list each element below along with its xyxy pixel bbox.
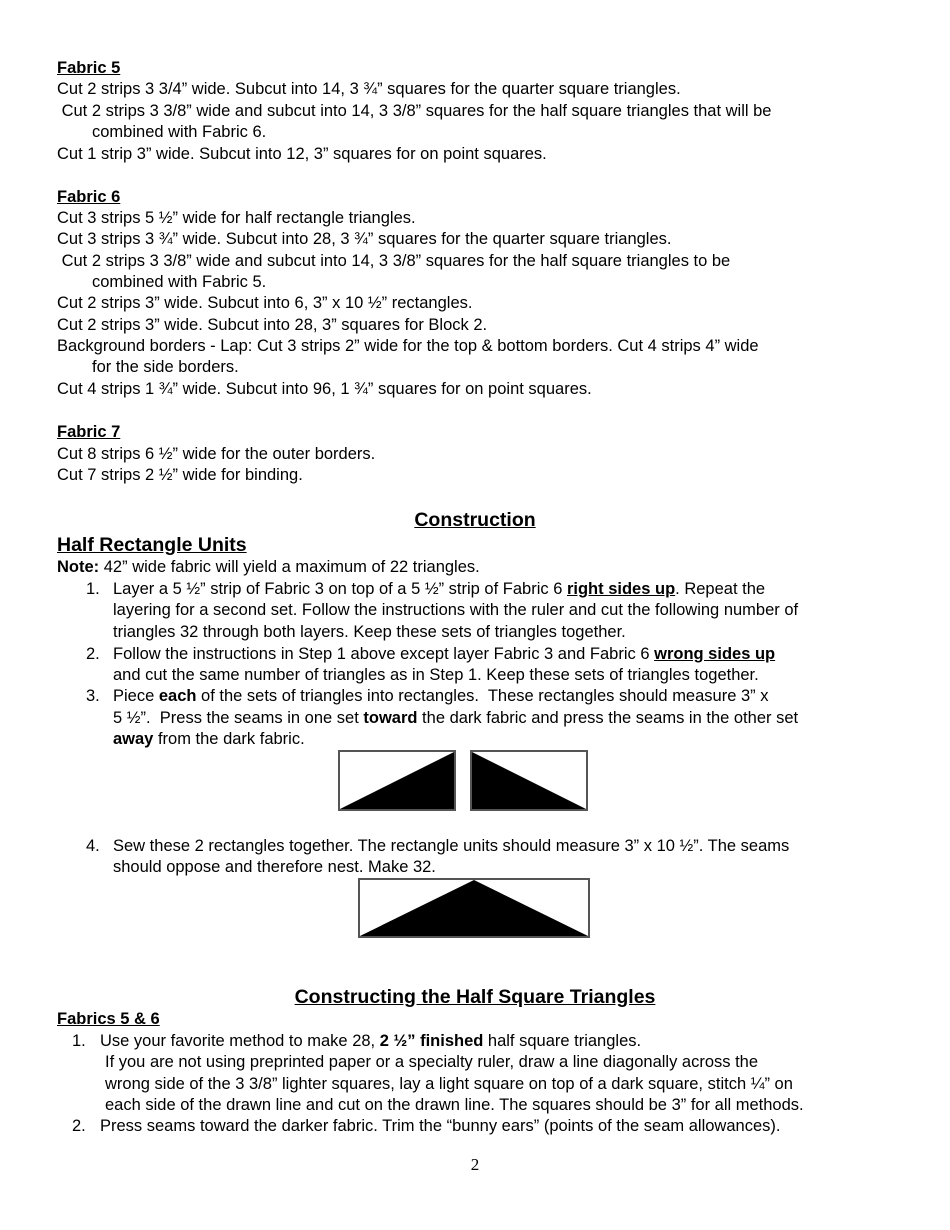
rectangle-unit-diagram xyxy=(357,877,592,940)
step2-text: Follow the instructions in Step 1 above except layer Fabric 3 and Fabric 6 xyxy=(113,645,655,663)
finished-size-bold: 2 ½” finished xyxy=(379,1032,484,1050)
fabric5-heading: Fabric 5 xyxy=(57,59,121,77)
fabric6-heading: Fabric 6 xyxy=(57,188,121,206)
step4-line: Sew these 2 rectangles together. The rectangle units should measure 3” x 10 ½”. The seams xyxy=(113,837,790,855)
fabric5-line: combined with Fabric 6. xyxy=(92,123,267,141)
step1-text: Layer a 5 ½” strip of Fabric 3 on top of a 5 ½” strip of Fabric 6 xyxy=(113,580,567,598)
step3-text: from the dark fabric. xyxy=(153,730,305,748)
hst-step1-text: Use your favorite method to make 28, xyxy=(100,1032,380,1050)
fabric7-heading: Fabric 7 xyxy=(57,423,121,441)
away-bold: away xyxy=(113,730,154,748)
fabric5-line: Cut 1 strip 3” wide. Subcut into 12, 3” squares for on point squares. xyxy=(57,145,547,163)
note-label: Note: xyxy=(57,558,100,576)
fabric6-line: Cut 3 strips 3 ¾” wide. Subcut into 28, 3 ¾” squares for the quarter square triangles. xyxy=(57,230,672,248)
fabric6-line: Cut 2 strips 3 3/8” wide and subcut into 14, 3 3/8” squares for the half square triangles to be xyxy=(57,252,731,270)
step3-text: of the sets of triangles into rectangles. These rectangles should measure 3” x xyxy=(196,687,769,705)
hst-step1-line: each side of the drawn line and cut on the drawn line. The squares should be 3” for all methods. xyxy=(105,1096,804,1114)
hst-title: Constructing the Half Square Triangles xyxy=(294,986,656,1008)
step1-line: layering for a second set. Follow the instructions with the ruler and cut the following number of xyxy=(113,601,799,619)
half-rectangle-left xyxy=(339,751,455,810)
step3-line xyxy=(113,686,768,707)
each-bold: each xyxy=(158,687,197,705)
note-text: 42” wide fabric will yield a maximum of 22 triangles. xyxy=(99,558,480,576)
step4-line: should oppose and therefore nest. Make 32. xyxy=(113,858,436,876)
hst-step1-line xyxy=(100,1031,641,1052)
hst-step1-line: If you are not using preprinted paper or a specialty ruler, draw a line diagonally across the xyxy=(105,1053,759,1071)
step3-text: 5 ½”. Press the seams in one set xyxy=(113,709,364,727)
hst-step2-line: Press seams toward the darker fabric. Trim the “bunny ears” (points of the seam allowances). xyxy=(100,1117,781,1135)
fabric6-line: Background borders - Lap: Cut 3 strips 2” wide for the top & bottom borders. Cut 4 strips 4” wide xyxy=(57,337,759,355)
step-number: 2. xyxy=(72,1117,86,1135)
page-number: 2 xyxy=(470,1155,480,1174)
step2-line: and cut the same number of triangles as in Step 1. Keep these sets of triangles together. xyxy=(113,666,759,684)
step-number: 4. xyxy=(86,837,100,855)
step1-line xyxy=(113,579,765,600)
fabric5-line: Cut 2 strips 3 3/8” wide and subcut into 14, 3 3/8” squares for the half square triangles that will be xyxy=(57,102,772,120)
fabric6-line: Cut 3 strips 5 ½” wide for half rectangle triangles. xyxy=(57,209,416,227)
step1-line: triangles 32 through both layers. Keep these sets of triangles together. xyxy=(113,623,626,641)
step1-text: . Repeat the xyxy=(675,580,766,598)
fabric5-line: Cut 2 strips 3 3/4” wide. Subcut into 14, 3 ¾” squares for the quarter square triangles. xyxy=(57,80,681,98)
step-number: 3. xyxy=(86,687,100,705)
step3-line xyxy=(113,708,798,729)
hst-step1-text: half square triangles. xyxy=(483,1032,642,1050)
half-rectangle-units-title: Half Rectangle Units xyxy=(57,534,247,556)
step3-line xyxy=(113,729,305,750)
step-number: 1. xyxy=(86,580,100,598)
fabric7-line: Cut 7 strips 2 ½” wide for binding. xyxy=(57,466,303,484)
step-number: 2. xyxy=(86,645,100,663)
step3-text: the dark fabric and press the seams in the other set xyxy=(417,709,799,727)
right-sides-up: right sides up xyxy=(566,580,676,598)
fabric6-line: for the side borders. xyxy=(92,358,239,376)
fabric6-line: Cut 4 strips 1 ¾” wide. Subcut into 96, 1 ¾” squares for on point squares. xyxy=(57,380,592,398)
note-line xyxy=(57,557,480,578)
fabric6-line: Cut 2 strips 3” wide. Subcut into 6, 3” x 10 ½” rectangles. xyxy=(57,294,473,312)
half-rectangle-right xyxy=(471,751,587,810)
wrong-sides-up: wrong sides up xyxy=(654,645,776,663)
fabric6-line: combined with Fabric 5. xyxy=(92,273,267,291)
fabric6-line: Cut 2 strips 3” wide. Subcut into 28, 3” squares for Block 2. xyxy=(57,316,488,334)
fabrics-5-6-heading: Fabrics 5 & 6 xyxy=(57,1010,160,1028)
half-rectangle-diagram xyxy=(337,749,591,813)
construction-title: Construction xyxy=(414,509,536,531)
step3-text: Piece xyxy=(113,687,159,705)
toward-bold: toward xyxy=(363,709,418,727)
hst-step1-line: wrong side of the 3 3/8” lighter squares, lay a light square on top of a dark square, stitch ¼” on xyxy=(105,1075,793,1093)
step-number: 1. xyxy=(72,1032,86,1050)
fabric7-line: Cut 8 strips 6 ½” wide for the outer borders. xyxy=(57,445,376,463)
step2-line xyxy=(113,644,775,665)
